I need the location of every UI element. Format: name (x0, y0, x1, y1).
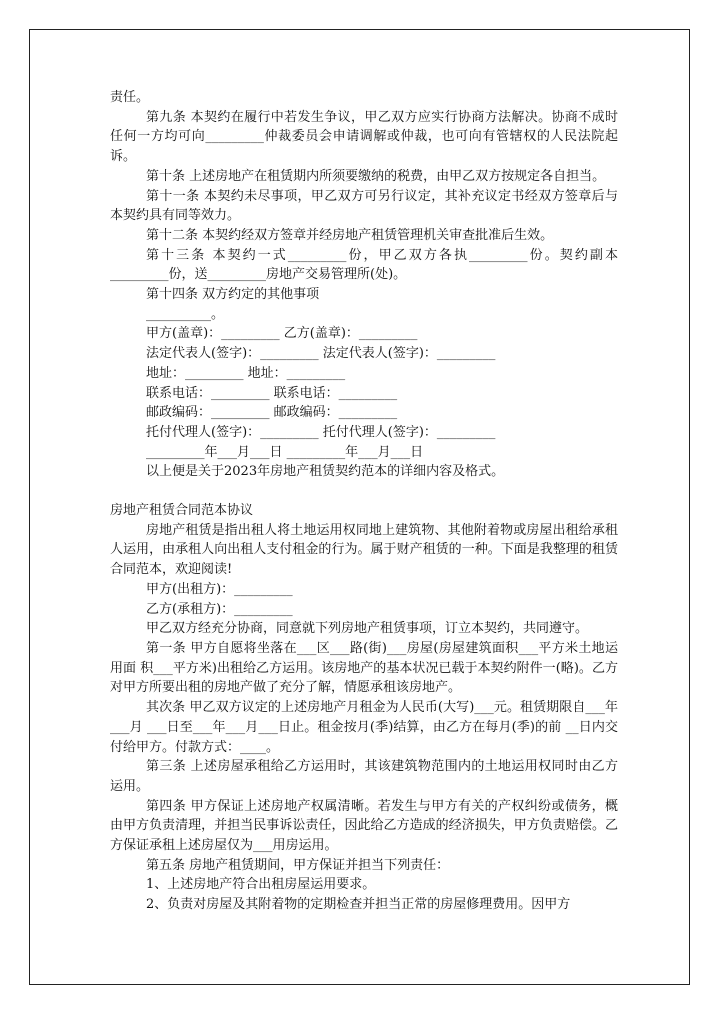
paragraph: 其次条 甲乙双方议定的上述房地产月租金为人民币(大写)___元。租赁期限自___年___月 ___日至___年___月___日止。租金按月(季)结算，由乙方在每月(季)的前 __日内交付给甲方。付款方式：____。 (110, 700, 618, 755)
signature-block (110, 305, 618, 482)
paragraph: 第四条 甲方保证上述房地产权属清晰。若发生与甲方有关的产权纠纷或债务，概由甲方负责清理，并担当民事诉讼责任，因此给乙方造成的经济损失，甲方负责赔偿。乙方保证承租上述房屋仅为___用房运用。 (110, 798, 618, 854)
paragraph: 第五条 房地产租赁期间，甲方保证并担当下列责任： (146, 857, 450, 873)
signature-line: 托付代理人(签字)：_________ 托付代理人(签字)：_________ (146, 424, 496, 440)
contract-clauses (110, 88, 618, 305)
signature-line: 法定代表人(签字)：_________ 法定代表人(签字)：_________ (146, 346, 496, 362)
paragraph: 第十二条 本契约经双方签章并经房地产租赁管理机关审查批准后生效。 (146, 227, 554, 243)
paragraph: 第十四条 双方约定的其他事项 (146, 287, 320, 303)
paragraph: 第十三条 本契约一式_________份，甲乙双方各执_________份。契约副本_________份，送_________房地产交易管理所(处)。 (110, 247, 618, 283)
signature-line: _________年___月___日 _________年___月___日 (146, 444, 424, 460)
lease-agreement-clauses (110, 521, 618, 915)
paragraph: 甲方(出租方)：_________ (146, 581, 293, 597)
paragraph: 第九条 本契约在履行中若发生争议，甲乙双方应实行协商方法解决。协商不成时任何一方均可向_________仲裁委员会申请调解或仲裁，也可向有管辖权的人民法院起诉。 (110, 109, 618, 165)
signature-line: 以上便是关于2023年房地产租赁契约范本的详细内容及格式。 (146, 464, 505, 480)
paragraph: 2、负责对房屋及其附着物的定期检查并担当正常的房屋修理费用。因甲方 (146, 897, 571, 913)
signature-line: 地址：_________ 地址：_________ (146, 365, 346, 381)
paragraph: 乙方(承租方)：_________ (146, 601, 293, 617)
signature-line: 邮政编码：_________ 邮政编码：_________ (146, 405, 398, 421)
document-body (110, 88, 618, 915)
signature-line: 甲方(盖章)：_________ 乙方(盖章)：_________ (146, 326, 418, 342)
paragraph: 甲乙双方经充分协商，同意就下列房地产租赁事项，订立本契约，共同遵守。 (146, 621, 589, 637)
signature-line: 联系电话：_________ 联系电话：_________ (146, 385, 398, 401)
paragraph: 1、上述房地产符合出租房屋运用要求。 (146, 877, 376, 893)
paragraph: 第十条 上述房地产在租赁期内所须要缴纳的税费，由甲乙双方按规定各自担当。 (146, 168, 606, 184)
paragraph: 第十一条 本契约未尽事项，甲乙双方可另行议定，其补充议定书经双方签章后与本契约具有同等效力。 (110, 188, 618, 224)
paragraph: 第一条 甲方自愿将坐落在___区___路(街)___房屋(房屋建筑面积___平方米土地运用面 积___平方米)出租给乙方运用。该房地产的基本状况已载于本契约附件一(略)。乙方对甲方所要出租的房地产做了充分了解，情愿承租该房地产。 (110, 640, 618, 696)
section-gap (110, 482, 618, 501)
paragraph: 第三条 上述房屋承租给乙方运用时，其该建筑物范围内的土地运用权同时由乙方运用。 (110, 759, 618, 794)
paragraph: 房地产租赁是指出租人将土地运用权同地上建筑物、其他附着物或房屋出租给承租人运用，由承租人向出租人支付租金的行为。属于财产租赁的一种。下面是我整理的租赁合同范本，欢迎阅读! (110, 522, 618, 578)
section-title: 房地产租赁合同范本协议 (110, 503, 254, 519)
signature-line: __________。 (146, 306, 225, 322)
paragraph: 责任。 (110, 90, 150, 105)
